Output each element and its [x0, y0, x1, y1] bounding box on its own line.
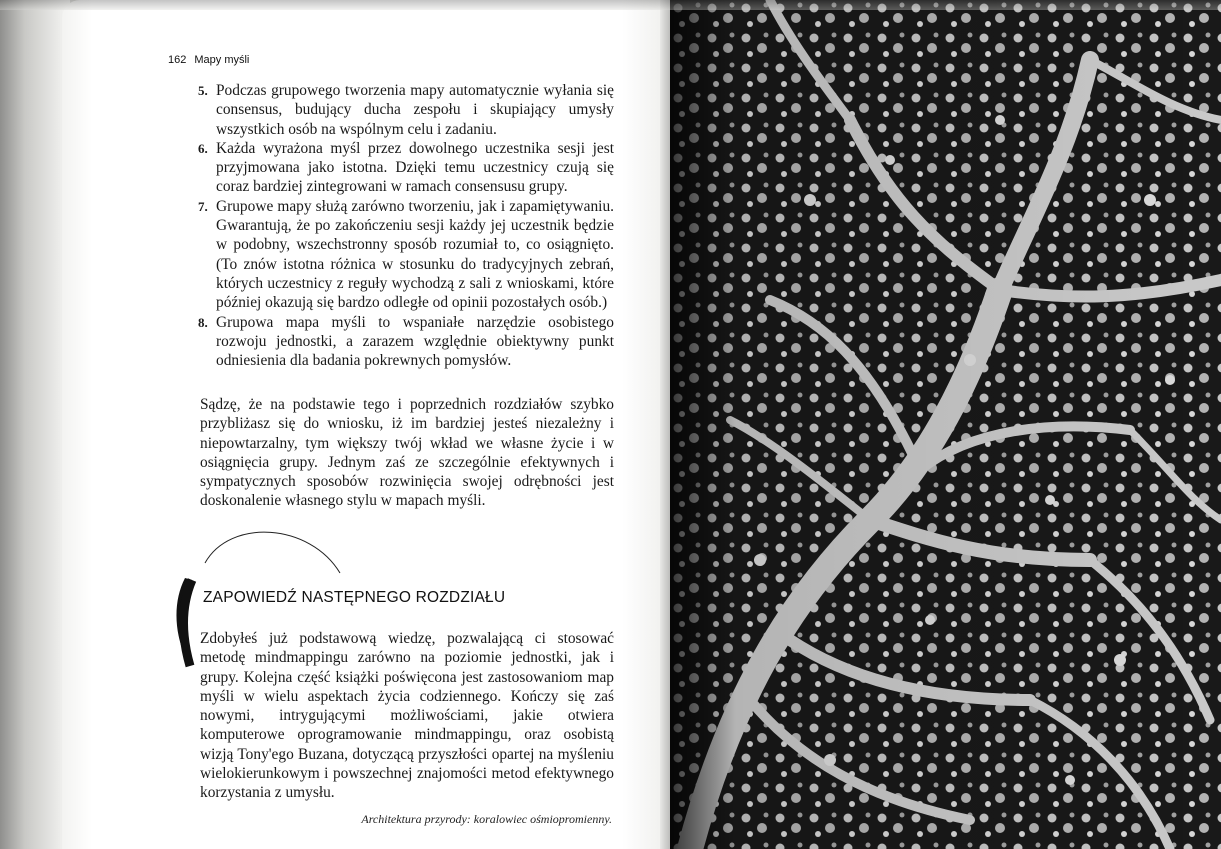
book-title: Mapy myśli	[194, 54, 250, 66]
item-text: Grupowa mapa myśli to wspaniałe narzędzie osobistego rozwoju jednostki, a zarazem względnie obiektywny punkt odniesienia dla badania pokrewnych pomysłów.	[216, 313, 614, 370]
photo-caption: Architektura przyrody: koralowiec ośmiopromienny.	[361, 812, 612, 826]
item-text: Każda wyrażona myśl przez dowolnego uczestnika sesji jest przyjmowana jako istotna. Dzięki temu uczestnicy czują się coraz bardziej zintegrowani w ramach consensusu grupy.	[216, 139, 614, 196]
list-item	[198, 197, 614, 313]
coral-photograph	[670, 0, 1221, 849]
item-number: 8.	[198, 314, 208, 330]
list-item	[198, 313, 614, 371]
item-number: 5.	[198, 83, 208, 98]
running-head	[168, 54, 249, 66]
list-item	[198, 139, 614, 197]
body-paragraph: Sądzę, że na podstawie tego i poprzednich rozdziałów szybko przybliżasz się do wniosku, iż im bardziej jesteś niezależny i niepowtarzalny, tym większy twój wkład we własne życie i w osiągnięcia grupy. Jednym zaś ze szczególnie efektywnych i sympatycznych sposobów rozwinięcia swojej odrębności jest doskonalenie własnego stylu w mapach myśli.	[200, 396, 614, 510]
coral-image	[670, 0, 1221, 849]
scan-top-shadow	[0, 0, 1221, 10]
section-heading: ZAPOWIEDŹ NASTĘPNEGO ROZDZIAŁU	[203, 589, 506, 606]
item-number: 6.	[198, 140, 208, 156]
scanner-shadow	[0, 0, 70, 849]
item-text: Grupowe mapy służą zarówno tworzeniu, jak i zapamiętywaniu. Gwarantują, że po zakończeniu sesji każdy jej uczestnik będzie w podobny, wszechstronny sposób rozumiał to, co osiągnięto. (To znów istotna różnica w stosunku do tradycyjnych zebrań, których uczestnicy z reguły wychodzą z sali z wnioskami, które później okazują się bardzo odległe od opinii pozostałych osób.)	[216, 197, 614, 312]
body-paragraph: Zdobyłeś już podstawową wiedzę, pozwalającą ci stosować metodę mindmappingu zarówno na poziomie jednostki, jak i grupy. Kolejna część książki poświęcona jest zastosowaniom map myśli w wielu aspektach życia codziennego. Kończy się zaś nowymi, intrygującymi możliwościami, jakie otwiera komputerowe oprogramowanie mindmappingu, oraz osobistą wizją Tony'ego Buzana, dotyczącą przyszłości opartej na myśleniu wielokierunkowym i powszechnej znajomości metod efektywnego korzystania z umysłu.	[200, 630, 614, 802]
numbered-list	[198, 81, 614, 370]
page-number: 162	[168, 54, 187, 66]
item-number: 7.	[198, 198, 208, 214]
list-item	[198, 81, 614, 139]
item-text: Podczas grupowego tworzenia mapy automatycznie wyłania się consensus, budujący ducha zespołu i skupiający umysły wszystkich osób na wspólnym celu i zadaniu.	[216, 82, 614, 138]
